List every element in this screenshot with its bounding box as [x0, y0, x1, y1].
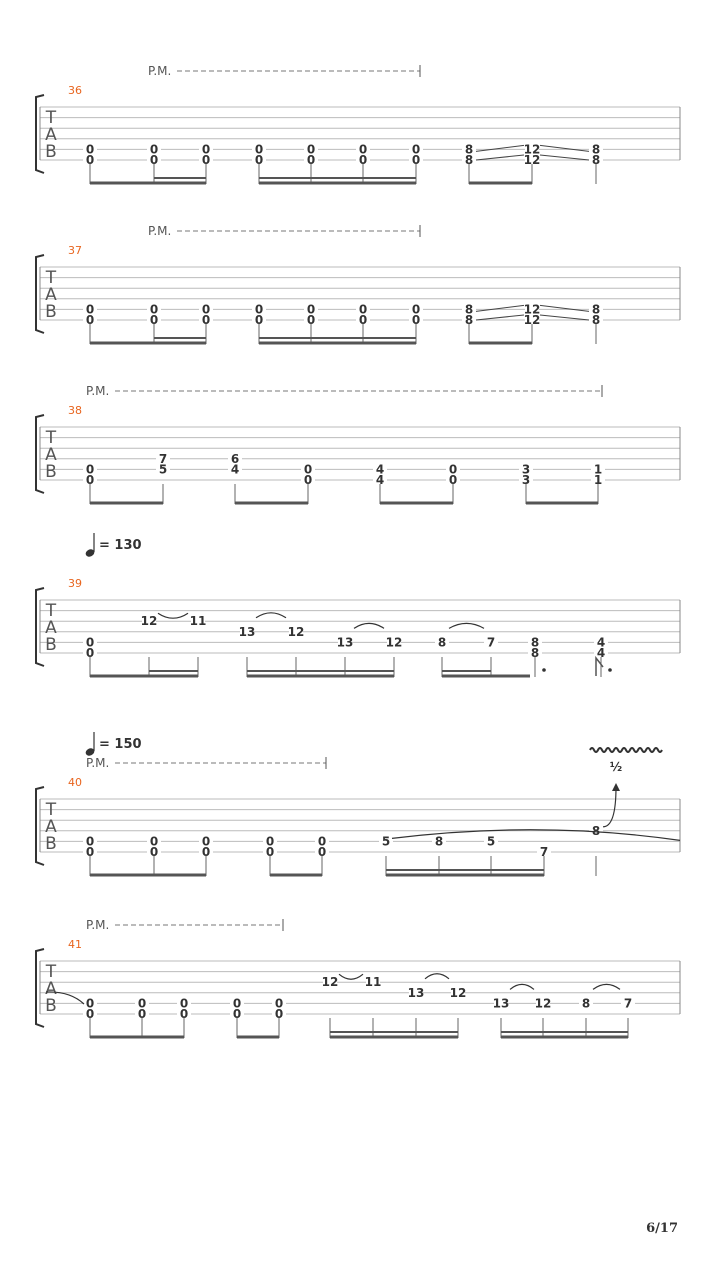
fret-number: 0: [85, 462, 95, 477]
fret-number: 0: [358, 142, 368, 157]
vibrato-icon: [590, 748, 662, 752]
fret-number: 8: [464, 313, 474, 327]
fret-number: 12: [523, 313, 541, 327]
tab-clef-letter: B: [45, 635, 57, 655]
fret-number: 0: [306, 153, 316, 167]
fret-number: 7: [158, 451, 168, 466]
fret-number: 0: [306, 142, 316, 157]
fret-number: 3: [521, 473, 531, 487]
fret-number: 1: [593, 462, 603, 477]
fret-number: 0: [201, 302, 211, 317]
fret-number: 0: [85, 313, 95, 327]
tab-clef-letter: A: [45, 125, 57, 145]
fret-number: 13: [492, 996, 510, 1011]
fret-number: 0: [201, 313, 211, 327]
fret-number: 0: [232, 1007, 242, 1021]
fret-number: 8: [530, 635, 540, 650]
fret-number: 0: [254, 302, 264, 317]
fret-number: 0: [149, 153, 159, 167]
fret-number: 0: [306, 313, 316, 327]
fret-number: 11: [189, 614, 207, 629]
fret-number: 8: [581, 996, 591, 1011]
tab-clef-letter: A: [45, 285, 57, 305]
fret-number: 4: [375, 473, 385, 487]
palm-mute-label: P.M.: [86, 918, 110, 932]
fret-number: 12: [534, 996, 552, 1011]
tab-clef-letter: A: [45, 618, 57, 638]
fret-number: 8: [591, 302, 601, 317]
fret-number: 12: [523, 142, 541, 157]
fret-number: 0: [411, 142, 421, 157]
fret-number: 5: [486, 834, 496, 849]
tab-clef-letter: B: [45, 302, 57, 322]
fret-number: 0: [149, 834, 159, 849]
tempo-marking: = 150: [99, 737, 142, 752]
fret-number: 0: [149, 302, 159, 317]
fret-number: 0: [358, 313, 368, 327]
tie-arc: [425, 974, 449, 979]
tie-arc: [354, 623, 384, 628]
fret-number: 0: [317, 834, 327, 849]
fret-number: 8: [530, 646, 540, 660]
bend-arrow: [603, 787, 616, 827]
fret-number: 0: [201, 153, 211, 167]
tie-arc: [449, 623, 484, 628]
page-number: 6/17: [646, 1221, 678, 1236]
fret-number: 0: [274, 1007, 284, 1021]
fret-number: 0: [317, 845, 327, 859]
tempo-marking: = 130: [99, 538, 142, 553]
fret-number: 0: [85, 142, 95, 157]
fret-number: 3: [521, 462, 531, 477]
fret-number: 0: [85, 302, 95, 317]
flag: [596, 658, 603, 676]
tab-clef-letter: B: [45, 834, 57, 854]
tab-clef-letter: T: [45, 601, 57, 621]
fret-number: 0: [137, 996, 147, 1011]
palm-mute-label: P.M.: [86, 384, 110, 398]
fret-number: 0: [149, 142, 159, 157]
fret-number: 8: [464, 142, 474, 157]
fret-number: 5: [381, 834, 391, 849]
fret-number: 0: [448, 473, 458, 487]
slide-line: [540, 305, 589, 311]
tab-clef-letter: T: [45, 108, 57, 128]
slide-line: [540, 145, 589, 151]
measure-number: 36: [68, 84, 82, 97]
fret-number: 12: [523, 153, 541, 167]
fret-number: 12: [287, 624, 305, 639]
fret-number: 4: [596, 635, 606, 650]
fret-number: 5: [158, 462, 168, 477]
measure-number: 41: [68, 938, 82, 951]
fret-number: 0: [85, 1007, 95, 1021]
slide-line: [476, 305, 524, 311]
tie-arc: [510, 984, 534, 989]
tab-system-41: [36, 919, 680, 1038]
slide-line: [476, 315, 524, 320]
fret-number: 0: [85, 153, 95, 167]
fret-number: 0: [265, 834, 275, 849]
fret-number: 0: [254, 142, 264, 157]
fret-number: 0: [85, 646, 95, 660]
fret-number: 0: [303, 462, 313, 477]
fret-number: 6: [230, 451, 240, 466]
tab-clef-letter: A: [45, 817, 57, 837]
tab-clef-letter: T: [45, 800, 57, 820]
fret-number: 13: [336, 635, 354, 650]
fret-number: 0: [85, 845, 95, 859]
fret-number: 7: [623, 996, 633, 1011]
tab-system-39: [36, 533, 680, 677]
fret-number: 12: [140, 614, 158, 629]
fret-number: 0: [85, 834, 95, 849]
bend-arrow-head: [612, 783, 620, 791]
palm-mute-label: P.M.: [148, 224, 172, 238]
dot: [542, 668, 546, 672]
fret-number: 0: [149, 313, 159, 327]
bend-amount: ½: [609, 760, 623, 774]
fret-number: 0: [274, 996, 284, 1011]
fret-number: 13: [238, 624, 256, 639]
fret-number: 0: [254, 153, 264, 167]
fret-number: 0: [201, 142, 211, 157]
fret-number: 0: [306, 302, 316, 317]
fret-number: 4: [375, 462, 385, 477]
fret-number: 0: [411, 153, 421, 167]
fret-number: 7: [486, 635, 496, 650]
fret-number: 12: [523, 302, 541, 317]
tie-arc: [593, 984, 620, 989]
fret-number: 0: [411, 302, 421, 317]
tab-clef-letter: B: [45, 996, 57, 1016]
slide-line: [540, 315, 589, 320]
tie-arc: [256, 613, 286, 618]
fret-number: 0: [254, 313, 264, 327]
fret-number: 13: [407, 985, 425, 1000]
tab-clef-letter: B: [45, 462, 57, 482]
fret-number: 0: [149, 845, 159, 859]
tie-arc: [158, 613, 188, 618]
tab-clef-letter: T: [45, 428, 57, 448]
fret-number: 8: [591, 313, 601, 327]
fret-number: 8: [464, 153, 474, 167]
measure-number: 39: [68, 577, 82, 590]
tie-arc: [339, 974, 363, 979]
slide-line: [540, 155, 589, 160]
tab-clef-letter: B: [45, 142, 57, 162]
fret-number: 0: [179, 1007, 189, 1021]
fret-number: 0: [201, 845, 211, 859]
fret-number: 1: [593, 473, 603, 487]
palm-mute-label: P.M.: [86, 756, 110, 770]
fret-number: 8: [434, 834, 444, 849]
slide-line: [476, 145, 524, 151]
fret-number: 0: [179, 996, 189, 1011]
tab-clef-letter: T: [45, 268, 57, 288]
fret-number: 0: [448, 462, 458, 477]
tab-system-38: [36, 385, 680, 504]
fret-number: 0: [265, 845, 275, 859]
fret-number: 12: [321, 975, 339, 990]
measure-number: 38: [68, 404, 82, 417]
fret-number: 12: [449, 985, 467, 1000]
fret-number: 8: [437, 635, 447, 650]
fret-number: 7: [539, 845, 549, 859]
fret-number: 8: [591, 823, 601, 838]
fret-number: 0: [358, 302, 368, 317]
fret-number: 4: [596, 646, 606, 660]
measure-number: 40: [68, 776, 82, 789]
fret-number: 0: [85, 473, 95, 487]
fret-number: 0: [303, 473, 313, 487]
fret-number: 8: [591, 153, 601, 167]
fret-number: 12: [385, 635, 403, 650]
tab-clef-letter: A: [45, 979, 57, 999]
fret-number: 4: [230, 462, 240, 477]
fret-number: 8: [464, 302, 474, 317]
slide-line: [476, 155, 524, 160]
fret-number: 0: [232, 996, 242, 1011]
fret-number: 0: [85, 996, 95, 1011]
fret-number: 0: [411, 313, 421, 327]
fret-number: 0: [137, 1007, 147, 1021]
palm-mute-label: P.M.: [148, 64, 172, 78]
dot: [608, 668, 612, 672]
tab-clef-letter: A: [45, 445, 57, 465]
fret-number: 0: [358, 153, 368, 167]
measure-number: 37: [68, 244, 82, 257]
fret-number: 11: [364, 975, 382, 990]
fret-number: 0: [85, 635, 95, 650]
tab-system-40: [36, 732, 680, 876]
fret-number: 0: [201, 834, 211, 849]
tab-clef-letter: T: [45, 962, 57, 982]
fret-number: 8: [591, 142, 601, 157]
